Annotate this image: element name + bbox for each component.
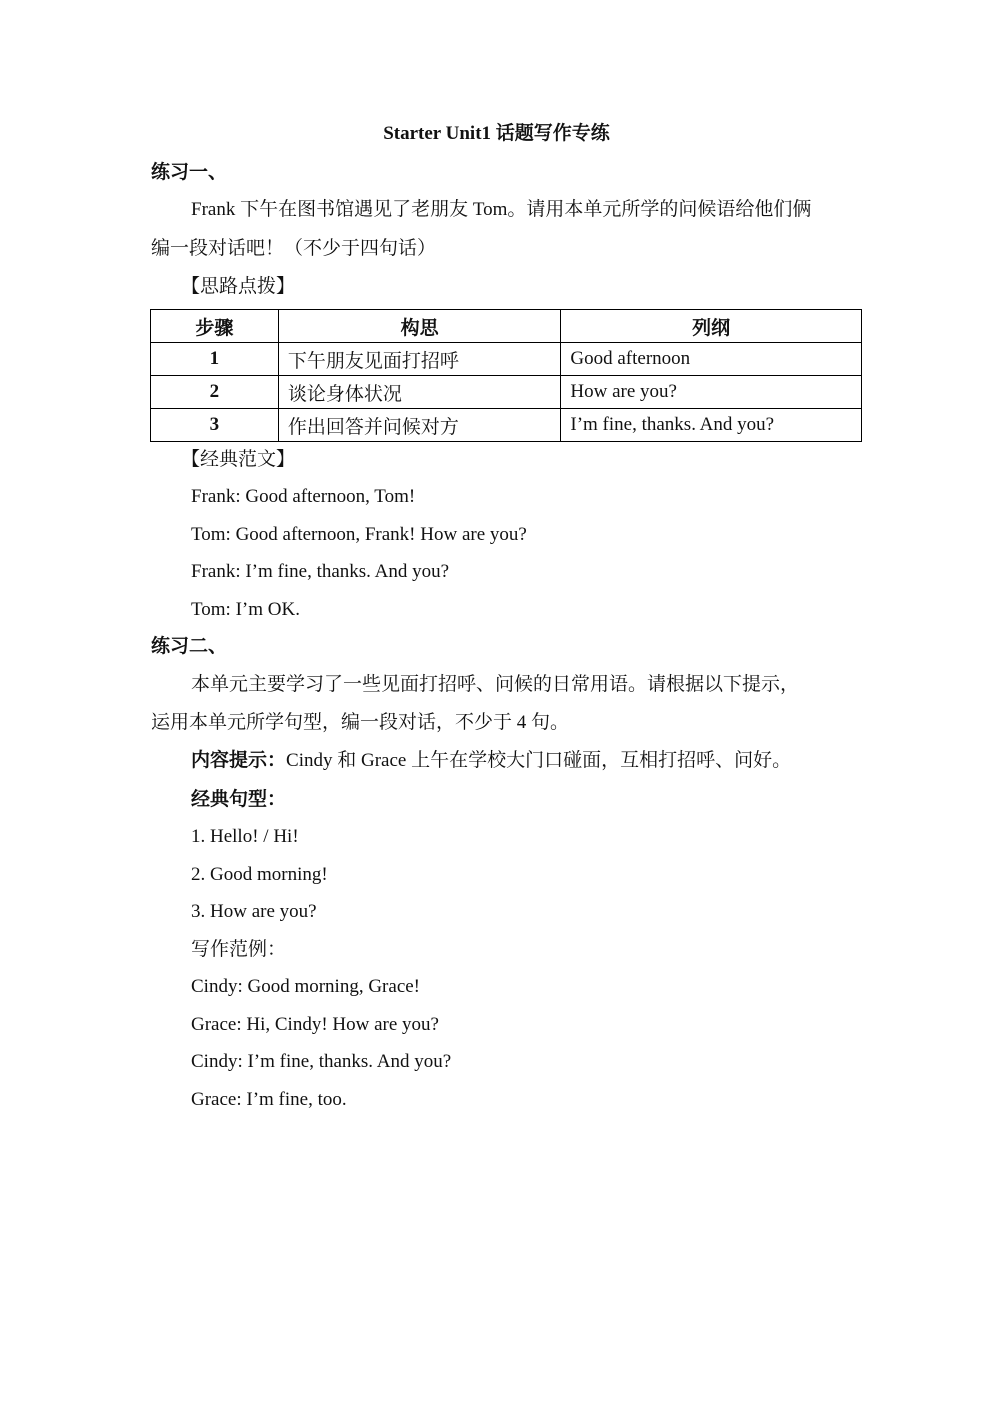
exercise2-prompt-line1: 本单元主要学习了一些见面打招呼、问候的日常用语。请根据以下提示， xyxy=(191,674,800,695)
header-idea: 构思 xyxy=(278,310,561,343)
exercise2-prompt-line2: 运用本单元所学句型，编一段对话，不少于 4 句。 xyxy=(151,712,570,733)
dialogue-line: Tom: I’m OK. xyxy=(191,599,300,620)
pattern-item: 2. Good morning! xyxy=(191,864,328,885)
dialogue-line: Cindy: Good morning, Grace! xyxy=(191,976,421,997)
content-hint xyxy=(191,748,791,774)
outline-cell: Good afternoon xyxy=(561,343,862,376)
page-title: Starter Unit1 话题写作专练 xyxy=(383,123,610,144)
dialogue-line: Cindy: I’m fine, thanks. And you? xyxy=(191,1051,452,1072)
outline-table xyxy=(150,309,862,442)
hint-text: Cindy 和 Grace 上午在学校大门口碰面，互相打招呼、问好。 xyxy=(286,750,792,771)
table-header-row xyxy=(151,310,862,343)
exercise1-heading: 练习一、 xyxy=(151,162,228,183)
step-cell: 3 xyxy=(151,409,279,442)
idea-cell: 下午朋友见面打招呼 xyxy=(278,343,561,376)
tips-heading: 【思路点拨】 xyxy=(181,276,296,297)
step-cell: 1 xyxy=(151,343,279,376)
dialogue-line: Grace: Hi, Cindy! How are you? xyxy=(191,1014,439,1035)
table-row xyxy=(151,376,862,409)
outline-cell: How are you? xyxy=(561,376,862,409)
sample-heading: 【经典范文】 xyxy=(181,449,296,470)
table-row xyxy=(151,409,862,442)
table-row xyxy=(151,343,862,376)
header-step: 步骤 xyxy=(151,310,279,343)
exercise2-heading: 练习二、 xyxy=(151,636,228,657)
dialogue-line: Tom: Good afternoon, Frank! How are you? xyxy=(191,524,527,545)
pattern-item: 3. How are you? xyxy=(191,901,317,922)
exercise1-prompt-line2: 编一段对话吧！（不少于四句话） xyxy=(151,238,437,259)
dialogue-line: Frank: I’m fine, thanks. And you? xyxy=(191,561,450,582)
header-outline: 列纲 xyxy=(561,310,862,343)
example-heading: 写作范例： xyxy=(191,939,287,960)
hint-label: 内容提示： xyxy=(191,750,287,771)
idea-cell: 谈论身体状况 xyxy=(278,376,561,409)
exercise1-prompt-line1: Frank 下午在图书馆遇见了老朋友 Tom。请用本单元所学的问候语给他们俩 xyxy=(191,199,812,220)
idea-cell: 作出回答并问候对方 xyxy=(278,409,561,442)
dialogue-line: Frank: Good afternoon, Tom! xyxy=(191,486,416,507)
patterns-heading: 经典句型： xyxy=(191,789,287,810)
pattern-item: 1. Hello! / Hi! xyxy=(191,826,299,847)
outline-cell: I’m fine, thanks. And you? xyxy=(561,409,862,442)
dialogue-line: Grace: I’m fine, too. xyxy=(191,1089,347,1110)
step-cell: 2 xyxy=(151,376,279,409)
